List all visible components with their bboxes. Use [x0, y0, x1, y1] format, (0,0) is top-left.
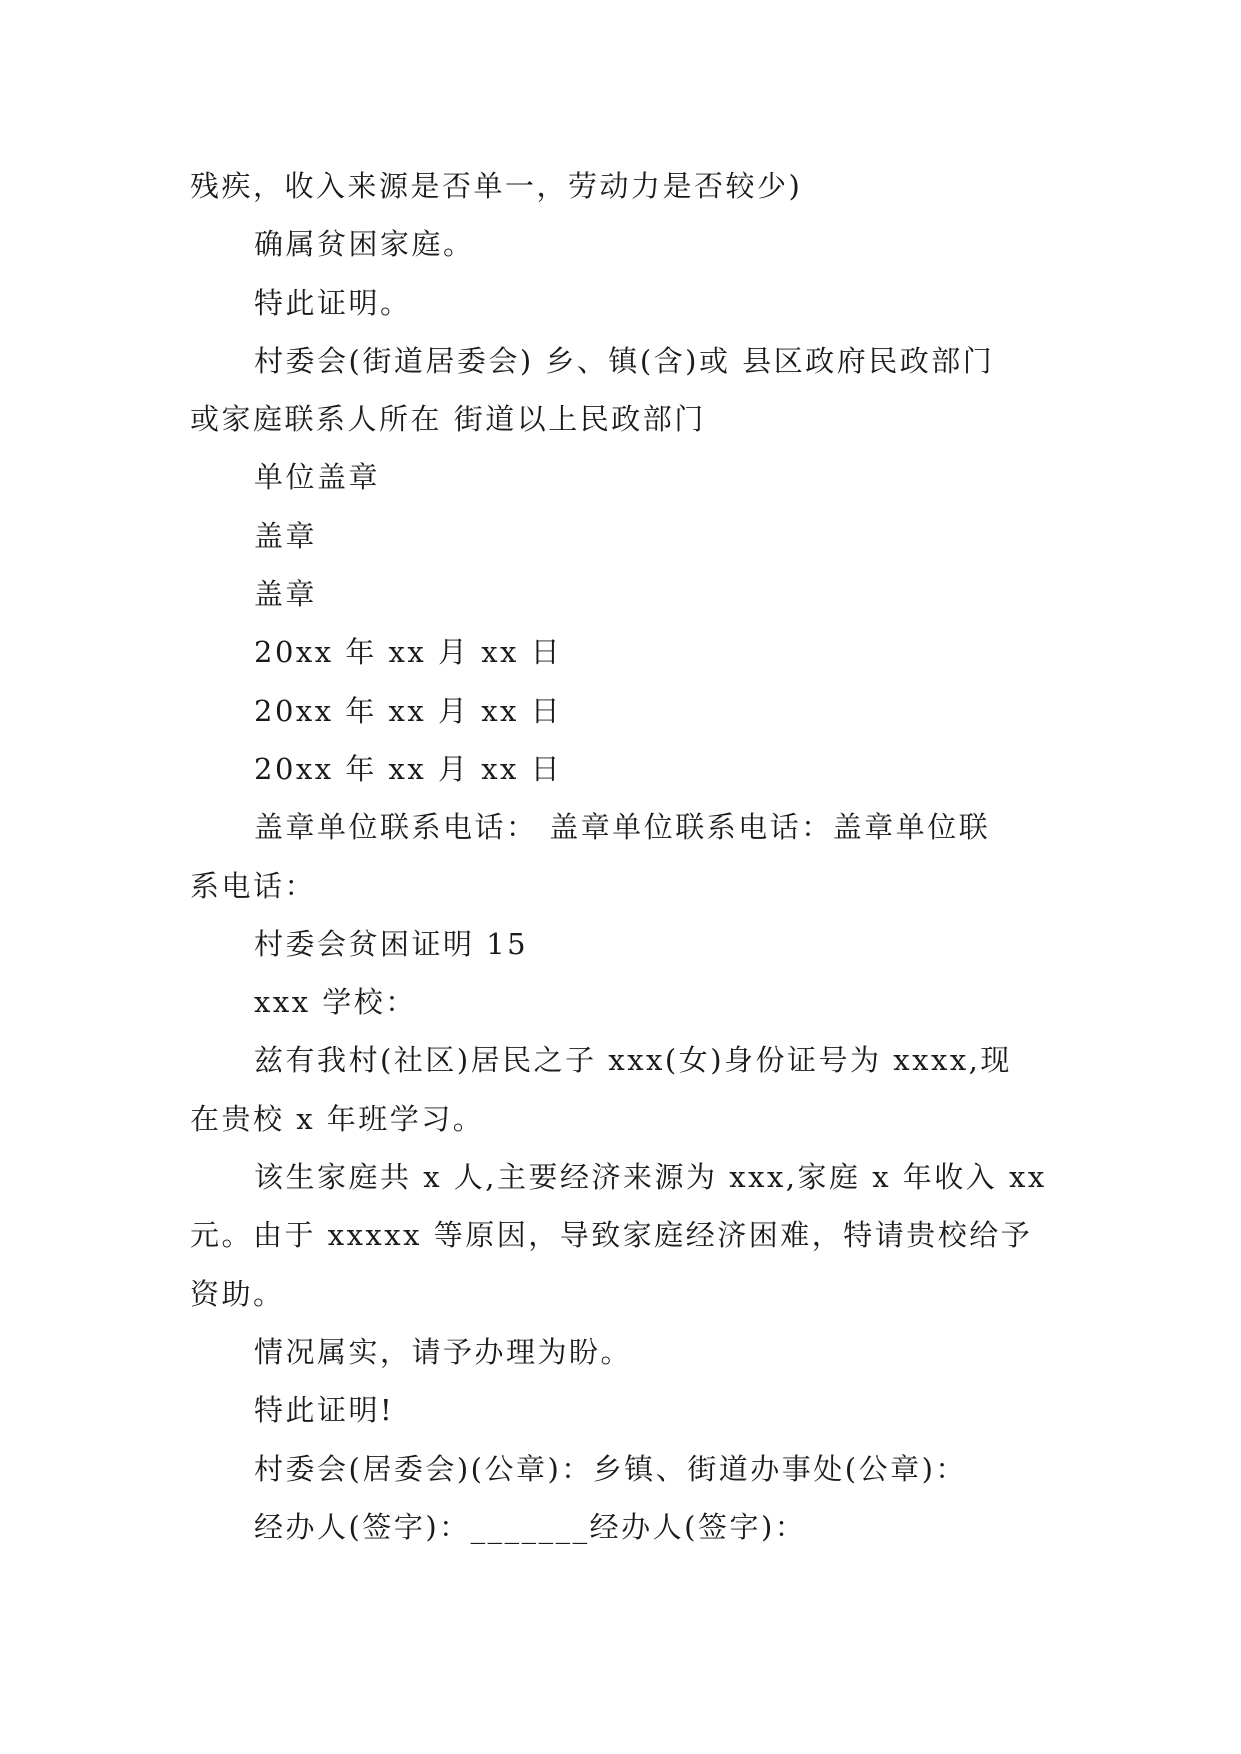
text-line: 或家庭联系人所在 街道以上民政部门: [190, 402, 706, 437]
signature-line: 经办人(签字)：_______经办人(签字)：: [254, 1509, 807, 1544]
text-line: 确属贫困家庭。: [254, 227, 475, 262]
text-line: 元。由于 xxxxx 等原因，导致家庭经济困难，特请贵校给予: [190, 1218, 1033, 1253]
section-title: 村委会贫困证明 15: [254, 926, 529, 961]
document-body: [190, 157, 1050, 1556]
text-line: 盖章单位联系电话： 盖章单位联系电话：盖章单位联: [254, 810, 991, 845]
text-line: 兹有我村(社区)居民之子 xxx(女)身份证号为 xxxx,现: [254, 1043, 1012, 1078]
seal-line: 村委会(居委会)(公章)：乡镇、街道办事处(公章)：: [254, 1451, 967, 1486]
date-line: 20xx 年 xx 月 xx 日: [254, 635, 563, 670]
text-line: 在贵校 x 年班学习。: [190, 1101, 485, 1136]
text-line: 残疾，收入来源是否单一，劳动力是否较少): [190, 169, 803, 203]
text-line: 情况属实，请予办理为盼。: [254, 1334, 633, 1369]
text-line: 系电话：: [190, 868, 317, 903]
text-line: 盖章: [254, 577, 318, 612]
text-line: 村委会(街道居委会) 乡、镇(含)或 县区政府民政部门: [254, 343, 995, 378]
text-line: 盖章: [254, 518, 318, 553]
text-line: 特此证明。: [254, 285, 412, 320]
text-line: 单位盖章: [254, 460, 381, 495]
text-line: 特此证明!: [254, 1393, 395, 1428]
date-line: 20xx 年 xx 月 xx 日: [254, 693, 563, 728]
text-line: 该生家庭共 x 人,主要经济来源为 xxx,家庭 x 年收入 xx: [254, 1160, 1047, 1195]
date-line: 20xx 年 xx 月 xx 日: [254, 751, 563, 786]
text-line: 资助。: [190, 1276, 285, 1311]
salutation: xxx 学校：: [254, 985, 417, 1020]
